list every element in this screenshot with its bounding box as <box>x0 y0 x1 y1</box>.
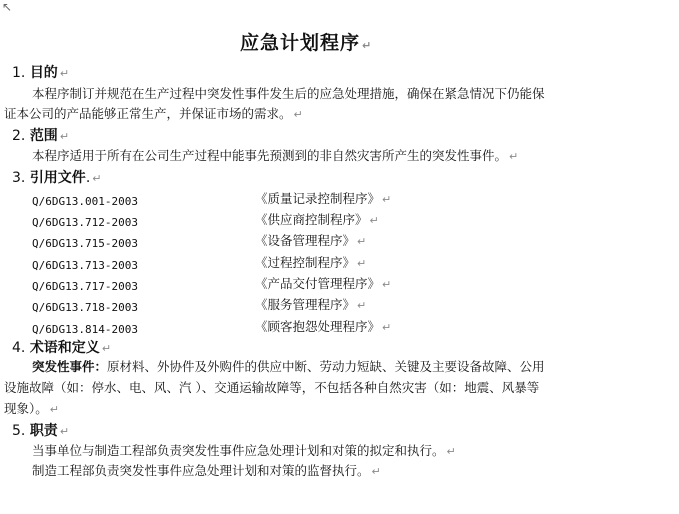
reference-name <box>255 210 379 228</box>
reference-row <box>32 296 138 315</box>
reference-name <box>255 274 391 292</box>
reference-name <box>255 189 391 207</box>
paragraph-mark: ↵ <box>357 235 367 248</box>
paragraph-mark: ↵ <box>357 299 367 312</box>
reference-name-text: 《过程控制程序》 <box>255 255 356 270</box>
reference-code: Q/6DG13.713-2003 <box>32 259 138 272</box>
section-number: 1. <box>12 65 26 81</box>
duties-line-2-text: 制造工程部负责突发性事件应急处理计划和对策的监督执行。 <box>32 463 370 478</box>
section-title: 术语和定义 <box>29 340 100 356</box>
paragraph-mark: ↵ <box>369 214 379 227</box>
reference-name-text: 《产品交付管理程序》 <box>255 276 381 291</box>
reference-row <box>32 254 138 273</box>
reference-name-text: 《供应商控制程序》 <box>255 212 368 227</box>
terms-line-1 <box>32 357 545 376</box>
paragraph-mark: ↵ <box>357 257 367 270</box>
paragraph-mark: ↵ <box>59 425 70 438</box>
section-title: 范围 <box>29 128 58 144</box>
purpose-line-2 <box>4 104 303 124</box>
purpose-line-1: 本程序制订并规范在生产过程中突发性事件发生后的应急处理措施，确保在紧急情况下仍能保 <box>32 86 545 101</box>
paragraph-mark: ↵ <box>293 108 303 121</box>
paragraph-mark: ↵ <box>49 403 59 416</box>
section-heading-duties <box>12 420 69 440</box>
paragraph-mark: ↵ <box>382 278 392 291</box>
paragraph-mark: ↵ <box>446 445 456 458</box>
scope-line-1-text: 本程序适用于所有在公司生产过程中能事先预测到的非自然灾害所产生的突发性事件。 <box>32 148 508 163</box>
reference-code: Q/6DG13.712-2003 <box>32 216 138 229</box>
reference-row <box>32 232 138 251</box>
reference-row <box>32 211 138 230</box>
scope-line-1 <box>32 146 518 166</box>
paragraph-mark: ↵ <box>59 67 70 80</box>
reference-row <box>32 190 138 209</box>
section-number: 5. <box>12 423 26 439</box>
reference-code: Q/6DG13.715-2003 <box>32 237 138 250</box>
reference-name <box>255 253 366 271</box>
section-heading-scope <box>12 125 69 145</box>
reference-name-text: 《质量记录控制程序》 <box>255 191 381 206</box>
page-title <box>240 28 372 55</box>
section-title: 引用文件 <box>29 170 86 186</box>
terms-line-2: 设施故障（如：停水、电、风、汽 ）、交通运输故障等，不包括各种自然灾害（如：地震、风暴等 <box>4 380 540 395</box>
section-number: 2. <box>12 128 26 144</box>
reference-name-text: 《服务管理程序》 <box>255 297 356 312</box>
reference-code: Q/6DG13.717-2003 <box>32 280 138 293</box>
title-text: 应急计划程序 <box>240 32 361 54</box>
purpose-line-2-text: 证本公司的产品能够正常生产，并保证市场的需求。 <box>4 106 292 121</box>
duties-line-2 <box>32 461 381 481</box>
section-title: 职责 <box>29 423 58 439</box>
terms-line-3 <box>4 399 59 419</box>
section-heading-terms <box>12 337 111 357</box>
reference-row <box>32 318 138 337</box>
section-number: 4. <box>12 340 26 356</box>
term-name: 突发性事件： <box>32 359 108 374</box>
duties-line-1 <box>32 441 456 461</box>
paragraph-mark: ↵ <box>509 150 519 163</box>
paragraph-mark: ↵ <box>382 193 392 206</box>
section-number: 3. <box>12 170 26 186</box>
corner-mark: ↖ <box>2 0 13 14</box>
section-heading-purpose <box>12 62 69 82</box>
terms-line-3-text: 现象）。 <box>4 401 48 416</box>
section-suffix: . <box>85 170 91 186</box>
paragraph-mark: ↵ <box>59 130 70 143</box>
paragraph-mark: ↵ <box>101 342 112 355</box>
reference-name-text: 《顾客抱怨处理程序》 <box>255 319 381 334</box>
term-definition: 原材料、外协件及外购件的供应中断、劳动力短缺、关键及主要设备故障、公用 <box>107 359 545 374</box>
reference-code: Q/6DG13.814-2003 <box>32 323 138 336</box>
paragraph-mark: ↵ <box>371 465 381 478</box>
paragraph-mark: ↵ <box>362 39 373 52</box>
section-title: 目的 <box>29 65 58 81</box>
reference-name <box>255 231 366 249</box>
reference-name <box>255 295 366 313</box>
reference-code: Q/6DG13.001-2003 <box>32 195 138 208</box>
reference-name-text: 《设备管理程序》 <box>255 233 356 248</box>
reference-row <box>32 275 138 294</box>
section-heading-references <box>12 167 101 187</box>
reference-name <box>255 317 391 335</box>
paragraph-mark: ↵ <box>382 321 392 334</box>
duties-line-1-text: 当事单位与制造工程部负责突发性事件应急处理计划和对策的拟定和执行。 <box>32 443 445 458</box>
reference-code: Q/6DG13.718-2003 <box>32 301 138 314</box>
paragraph-mark: ↵ <box>92 172 102 185</box>
